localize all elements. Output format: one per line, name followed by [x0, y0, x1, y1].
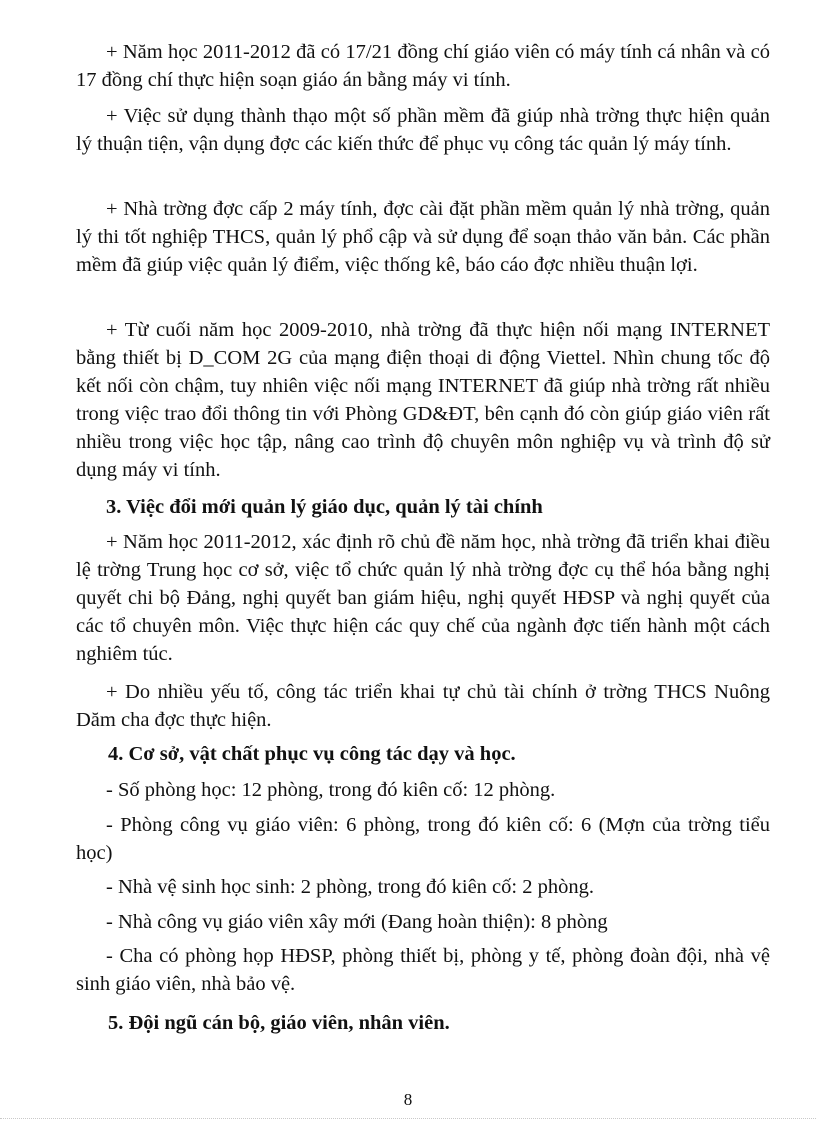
- paragraph-internet: [76, 316, 770, 484]
- list-item-new-teacher-housing: [76, 908, 770, 936]
- paragraph-text: + Việc sử dụng thành thạo một số phần mềm đã giúp nhà trờng thực hiện quản lý thuận tiện, vận dụng đợc các kiến thức để phục vụ công tác quản lý máy tính.: [76, 105, 770, 155]
- paragraph-text: - Số phòng học: 12 phòng, trong đó kiên cố: 12 phòng.: [106, 779, 556, 801]
- section-heading-5: 5. Đội ngũ cán bộ, giáo viên, nhân viên.: [108, 1012, 450, 1034]
- section-heading-3: 3. Việc đổi mới quản lý giáo dục, quản lý tài chính: [106, 496, 543, 518]
- list-item-classrooms: [76, 776, 770, 804]
- paragraph-text: + Năm học 2011-2012, xác định rõ chủ đề năm học, nhà trờng đã triển khai điều lệ trờng Trung học cơ sở, việc tổ chức quản lý nhà trờng đợc cụ thể hóa bằng nghị quyết chi bộ Đảng, nghị quyết ban giám hiệu, nghị quyết HĐSP và nghị quyết của các tổ chuyên môn. Việc thực hiện các quy chế của ngành đợc tiến hành một cách nghiêm túc.: [76, 531, 770, 665]
- paragraph-school-computers: [76, 195, 770, 279]
- paragraph-financial-autonomy: [76, 678, 770, 734]
- paragraph-text: + Nhà trờng đợc cấp 2 máy tính, đợc cài đặt phần mềm quản lý nhà trờng, quản lý thi tốt nghiệp THCS, quản lý phổ cập và sử dụng để soạn thảo văn bản. Các phần mềm đã giúp việc quản lý điểm, việc thống kê, báo cáo đợc nhiều thuận lợi.: [76, 198, 770, 276]
- paragraph-software-usage: [76, 102, 770, 158]
- paragraph-text: + Năm học 2011-2012 đã có 17/21 đồng chí giáo viên có máy tính cá nhân và có 17 đồng chí thực hiện soạn giáo án bằng máy vi tính.: [76, 41, 770, 91]
- paragraph-text: + Từ cuối năm học 2009-2010, nhà trờng đã thực hiện nối mạng INTERNET bằng thiết bị D_COM 2G của mạng điện thoại di động Viettel. Nhìn chung tốc độ kết nối còn chậm, tuy nhiên việc nối mạng INTERNET đã giúp nhà trờng rất nhiều trong việc trao đổi thông tin với Phòng GD&ĐT, bên cạnh đó còn giúp giáo viên rất nhiều trong việc học tập, nâng cao trình độ chuyên môn nghiệp vụ và trình độ sử dụng máy vi tính.: [76, 319, 770, 481]
- page-number: 8: [403, 1090, 413, 1109]
- paragraph-text: - Nhà vệ sinh học sinh: 2 phòng, trong đó kiên cố: 2 phòng.: [106, 876, 594, 898]
- list-item-student-toilets: [76, 873, 770, 901]
- page-bottom-divider: [0, 1118, 816, 1119]
- paragraph-management-reform: [76, 528, 770, 668]
- paragraph-text: - Nhà công vụ giáo viên xây mới (Đang hoàn thiện): 8 phòng: [106, 911, 608, 933]
- list-item-teacher-rooms: [76, 811, 770, 867]
- paragraph-computers-owned: [76, 38, 770, 94]
- paragraph-text: - Phòng công vụ giáo viên: 6 phòng, trong đó kiên cố: 6 (Mợn của trờng tiểu học): [76, 814, 770, 864]
- paragraph-text: - Cha có phòng họp HĐSP, phòng thiết bị, phòng y tế, phòng đoàn đội, nhà vệ sinh giáo viên, nhà bảo vệ.: [76, 945, 770, 995]
- paragraph-text: + Do nhiều yếu tố, công tác triển khai tự chủ tài chính ở trờng THCS Nuông Dăm cha đợc thực hiện.: [76, 681, 770, 731]
- list-item-missing-facilities: [76, 942, 770, 998]
- section-heading-4: 4. Cơ sở, vật chất phục vụ công tác dạy và học.: [108, 743, 516, 765]
